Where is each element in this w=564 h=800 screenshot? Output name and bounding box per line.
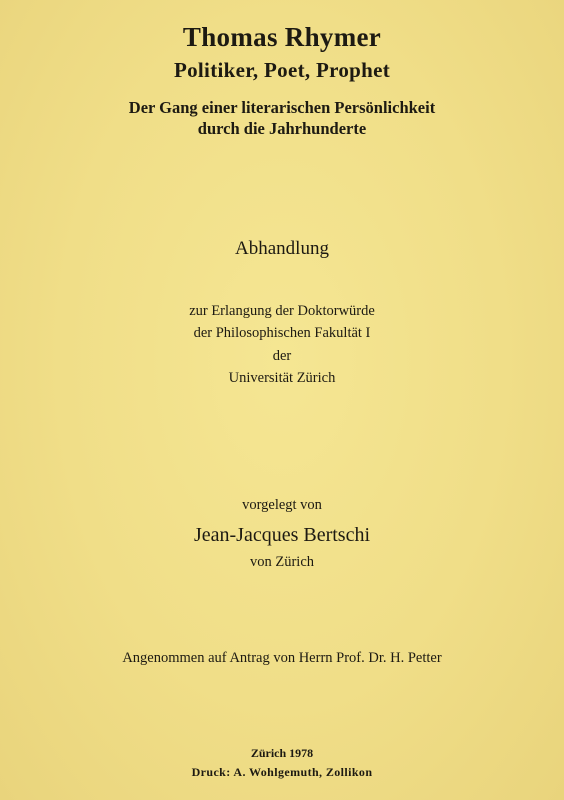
book-subtitle-line-2: durch die Jahrhunderte [197,119,367,138]
author-origin: von Zürich [249,554,315,570]
book-subtitle: Politiker, Poet, Prophet [174,58,390,82]
dissertation-line: der Philosophischen Fakultät I [193,325,371,341]
dissertation-line: zur Erlangung der Doktorwürde [189,303,375,319]
imprint-place-year: Zürich 1978 [250,746,314,760]
acceptance-note: Angenommen auf Antrag von Herrn Prof. Dr. H. Petter [122,650,442,666]
book-title: Thomas Rhymer [182,22,382,52]
dissertation-line: der [272,348,292,364]
dissertation-line: Universität Zürich [228,370,336,386]
book-subtitle-line-1: Der Gang einer literarischen Persönlichkeit [128,98,436,117]
dissertation-heading: Abhandlung [235,238,329,259]
presented-by: vorgelegt von [242,497,322,513]
author-name: Jean-Jacques Bertschi [193,524,371,546]
imprint-printer: Druck: A. Wohlgemuth, Zollikon [191,765,373,779]
